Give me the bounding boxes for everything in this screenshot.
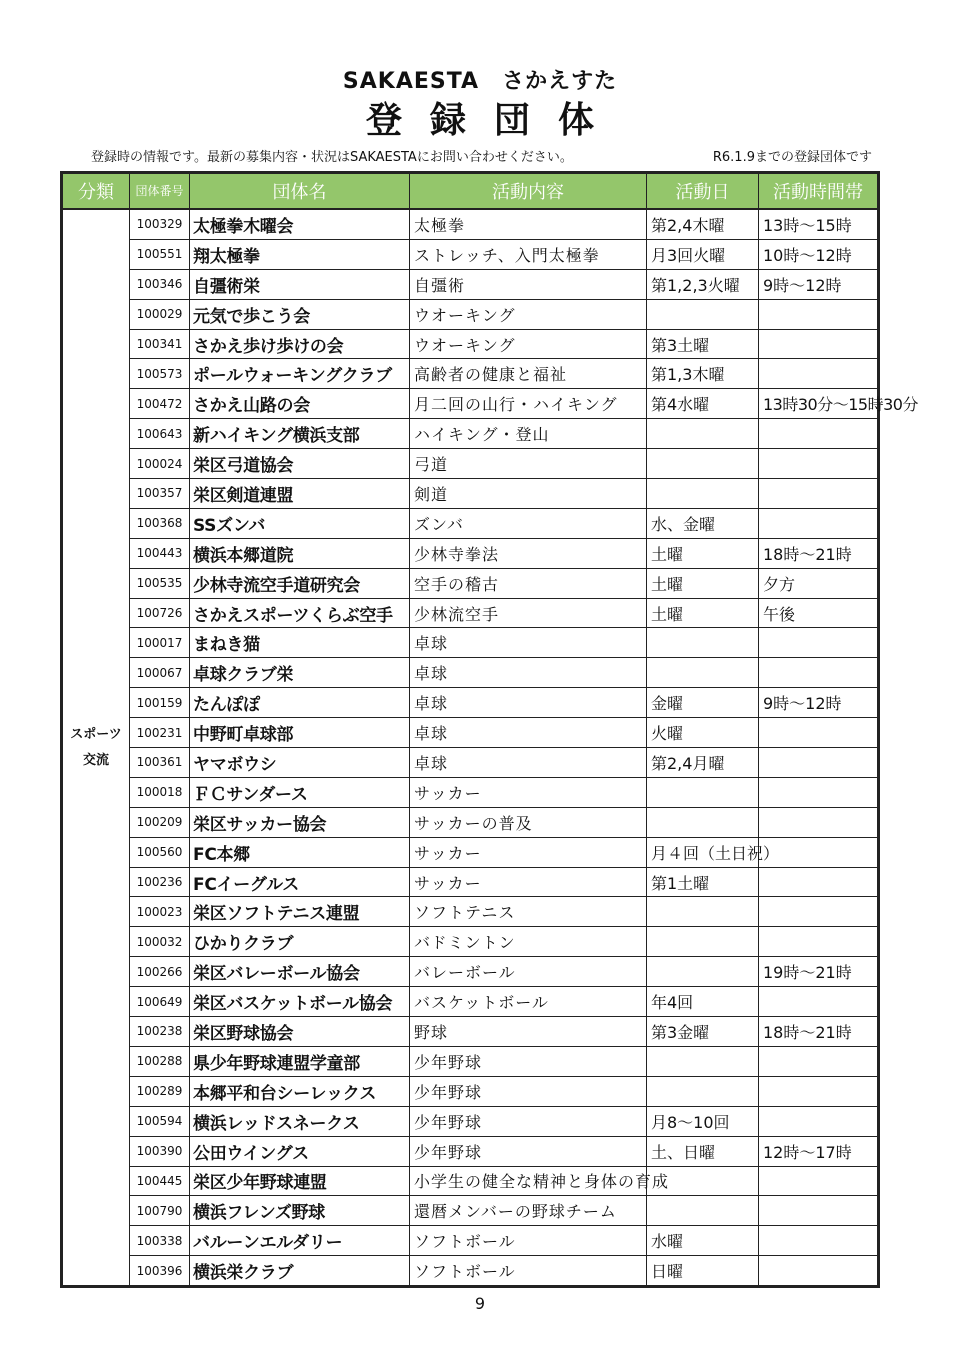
- table-row: [62, 777, 879, 807]
- group-name-cell: SSズンバ: [190, 508, 410, 538]
- time-cell: [759, 807, 879, 837]
- activity-cell: 高齢者の健康と福祉: [410, 359, 647, 389]
- info-note: 登録時の情報です。最新の募集内容・状況はSAKAESTAにお問い合わせください。: [91, 150, 573, 165]
- group-name-cell: 横浜レッドスネークス: [190, 1106, 410, 1136]
- table-row: [62, 927, 879, 957]
- header-day: 活動日: [647, 173, 759, 210]
- group-id-cell: 100236: [130, 867, 190, 897]
- table-row: [62, 748, 879, 778]
- table-row: [62, 1106, 879, 1136]
- group-id-cell: 100726: [130, 598, 190, 628]
- group-name-cell: 翔太極拳: [190, 239, 410, 269]
- group-id-cell: 100023: [130, 897, 190, 927]
- day-cell: 日曜: [647, 1256, 759, 1287]
- page-title: 登録団体: [365, 100, 622, 141]
- activity-cell: 野球: [410, 1017, 647, 1047]
- group-name-cell: 栄区サッカー協会: [190, 807, 410, 837]
- time-cell: [759, 1046, 879, 1076]
- table-row: [62, 508, 879, 538]
- group-name-cell: ひかりクラブ: [190, 927, 410, 957]
- group-name-cell: 栄区少年野球連盟: [190, 1166, 410, 1196]
- group-name-cell: FC本郷: [190, 837, 410, 867]
- table-row: [62, 479, 879, 509]
- group-id-cell: 100649: [130, 987, 190, 1017]
- day-cell: [647, 658, 759, 688]
- group-name-cell: 太極拳木曜会: [190, 209, 410, 239]
- date-note: R6.1.9までの登録団体です: [712, 150, 872, 165]
- group-name-cell: 自彊術栄: [190, 269, 410, 299]
- group-name-cell: 栄区野球協会: [190, 1017, 410, 1047]
- time-cell: [759, 449, 879, 479]
- group-id-cell: 100472: [130, 389, 190, 419]
- day-cell: 第4水曜: [647, 389, 759, 419]
- activity-cell: 剣道: [410, 479, 647, 509]
- group-id-cell: 100032: [130, 927, 190, 957]
- table-row: [62, 299, 879, 329]
- group-id-cell: 100361: [130, 748, 190, 778]
- table-row: [62, 1076, 879, 1106]
- time-cell: 18時～21時: [759, 538, 879, 568]
- time-cell: 9時～12時: [759, 269, 879, 299]
- table-row: [62, 419, 879, 449]
- table-row: [62, 628, 879, 658]
- group-id-cell: 100390: [130, 1136, 190, 1166]
- time-cell: 13時～15時: [759, 209, 879, 239]
- activity-cell: 空手の稽古: [410, 568, 647, 598]
- activity-cell: ストレッチ、入門太極拳: [410, 239, 647, 269]
- activity-cell: 少年野球: [410, 1106, 647, 1136]
- activity-cell: 卓球: [410, 628, 647, 658]
- group-name-cell: さかえスポーツくらぶ空手: [190, 598, 410, 628]
- day-cell: 年4回: [647, 987, 759, 1017]
- day-cell: 月４回（土日祝）: [647, 837, 759, 867]
- header-time: 活動時間帯: [759, 173, 879, 210]
- day-cell: 土曜: [647, 568, 759, 598]
- activity-cell: 自彊術: [410, 269, 647, 299]
- group-id-cell: 100029: [130, 299, 190, 329]
- group-id-cell: 100024: [130, 449, 190, 479]
- time-cell: [759, 1226, 879, 1256]
- activity-cell: 少年野球: [410, 1046, 647, 1076]
- day-cell: 第3金曜: [647, 1017, 759, 1047]
- day-cell: 月8～10回: [647, 1106, 759, 1136]
- page-number: 9: [474, 1294, 486, 1313]
- group-name-cell: ヤマボウシ: [190, 748, 410, 778]
- group-id-cell: 100790: [130, 1196, 190, 1226]
- table-row: [62, 449, 879, 479]
- time-cell: 18時～21時: [759, 1017, 879, 1047]
- table-row: [62, 1166, 879, 1196]
- time-cell: 午後: [759, 598, 879, 628]
- group-name-cell: 栄区剣道連盟: [190, 479, 410, 509]
- activity-cell: 月二回の山行・ハイキング: [410, 389, 647, 419]
- table-row: [62, 568, 879, 598]
- table-row: [62, 1226, 879, 1256]
- day-cell: [647, 628, 759, 658]
- table-row: [62, 807, 879, 837]
- category-cell: スポーツ交流: [62, 209, 130, 1287]
- table-row: [62, 867, 879, 897]
- table-row: [62, 658, 879, 688]
- time-cell: [759, 718, 879, 748]
- table-row: [62, 269, 879, 299]
- group-name-cell: バルーンエルダリー: [190, 1226, 410, 1256]
- day-cell: [647, 897, 759, 927]
- day-cell: 第2,4木曜: [647, 209, 759, 239]
- group-name-cell: 卓球クラブ栄: [190, 658, 410, 688]
- day-cell: 土曜: [647, 538, 759, 568]
- activity-cell: サッカーの普及: [410, 807, 647, 837]
- time-cell: [759, 1076, 879, 1106]
- group-id-cell: 100445: [130, 1166, 190, 1196]
- group-id-cell: 100288: [130, 1046, 190, 1076]
- day-cell: 第1土曜: [647, 867, 759, 897]
- title-en: SAKAESTA さかえすた: [342, 69, 618, 94]
- time-cell: [759, 1166, 879, 1196]
- group-id-cell: 100551: [130, 239, 190, 269]
- group-id-cell: 100338: [130, 1226, 190, 1256]
- group-name-cell: 栄区ソフトテニス連盟: [190, 897, 410, 927]
- header-id: 団体番号: [130, 173, 190, 210]
- day-cell: 土曜: [647, 598, 759, 628]
- group-id-cell: 100341: [130, 329, 190, 359]
- activity-cell: 還暦メンバーの野球チーム: [410, 1196, 647, 1226]
- group-id-cell: 100159: [130, 688, 190, 718]
- day-cell: 土、日曜: [647, 1136, 759, 1166]
- day-cell: [647, 419, 759, 449]
- day-cell: 第2,4月曜: [647, 748, 759, 778]
- time-cell: [759, 1106, 879, 1136]
- group-id-cell: 100018: [130, 777, 190, 807]
- group-id-cell: 100535: [130, 568, 190, 598]
- table-row: [62, 329, 879, 359]
- time-cell: [759, 777, 879, 807]
- group-name-cell: さかえ歩け歩けの会: [190, 329, 410, 359]
- group-id-cell: 100329: [130, 209, 190, 239]
- activity-cell: ソフトボール: [410, 1256, 647, 1287]
- table-row: [62, 957, 879, 987]
- activity-cell: 卓球: [410, 718, 647, 748]
- table-row: [62, 1046, 879, 1076]
- group-id-cell: 100289: [130, 1076, 190, 1106]
- day-cell: [647, 1046, 759, 1076]
- table-row: [62, 359, 879, 389]
- time-cell: [759, 508, 879, 538]
- activity-cell: 少林流空手: [410, 598, 647, 628]
- activity-cell: ウオーキング: [410, 299, 647, 329]
- activity-cell: 弓道: [410, 449, 647, 479]
- group-id-cell: 100573: [130, 359, 190, 389]
- table-row: [62, 688, 879, 718]
- activity-cell: バスケットボール: [410, 987, 647, 1017]
- table-row: [62, 897, 879, 927]
- time-cell: [759, 419, 879, 449]
- time-cell: [759, 359, 879, 389]
- group-name-cell: 栄区バスケットボール協会: [190, 987, 410, 1017]
- time-cell: [759, 1196, 879, 1226]
- group-name-cell: 新ハイキング横浜支部: [190, 419, 410, 449]
- group-id-cell: 100266: [130, 957, 190, 987]
- activity-cell: ハイキング・登山: [410, 419, 647, 449]
- activity-cell: 卓球: [410, 658, 647, 688]
- activity-cell: ソフトボール: [410, 1226, 647, 1256]
- header-category: 分類: [62, 173, 130, 210]
- time-cell: [759, 658, 879, 688]
- table-body: [62, 209, 918, 1287]
- day-cell: [647, 777, 759, 807]
- group-name-cell: 県少年野球連盟学童部: [190, 1046, 410, 1076]
- time-cell: [759, 628, 879, 658]
- activity-cell: 少林寺拳法: [410, 538, 647, 568]
- group-name-cell: 少林寺流空手道研究会: [190, 568, 410, 598]
- day-cell: [647, 1076, 759, 1106]
- time-cell: 13時30分～15時30分: [759, 389, 879, 419]
- day-cell: [647, 957, 759, 987]
- day-cell: 火曜: [647, 718, 759, 748]
- table-row: [62, 987, 879, 1017]
- time-cell: 10時～12時: [759, 239, 879, 269]
- table-row: [62, 239, 879, 269]
- group-id-cell: 100017: [130, 628, 190, 658]
- table-row: [62, 1017, 879, 1047]
- group-id-cell: 100357: [130, 479, 190, 509]
- day-cell: [647, 479, 759, 509]
- day-cell: 月3回火曜: [647, 239, 759, 269]
- group-name-cell: 元気で歩こう会: [190, 299, 410, 329]
- time-cell: [759, 748, 879, 778]
- group-name-cell: 公田ウイングス: [190, 1136, 410, 1166]
- group-name-cell: 本郷平和台シーレックス: [190, 1076, 410, 1106]
- activity-cell: バレーボール: [410, 957, 647, 987]
- group-id-cell: 100346: [130, 269, 190, 299]
- group-id-cell: 100231: [130, 718, 190, 748]
- activity-cell: 卓球: [410, 748, 647, 778]
- group-name-cell: 中野町卓球部: [190, 718, 410, 748]
- group-name-cell: 栄区弓道協会: [190, 449, 410, 479]
- table-row: [62, 598, 879, 628]
- table-row: [62, 718, 879, 748]
- group-name-cell: たんぽぽ: [190, 688, 410, 718]
- day-cell: 金曜: [647, 688, 759, 718]
- group-id-cell: 100643: [130, 419, 190, 449]
- group-name-cell: 栄区バレーボール協会: [190, 957, 410, 987]
- group-id-cell: 100209: [130, 807, 190, 837]
- registered-groups-table: [60, 171, 918, 1288]
- day-cell: 第1,2,3火曜: [647, 269, 759, 299]
- activity-cell: ソフトテニス: [410, 897, 647, 927]
- group-id-cell: 100594: [130, 1106, 190, 1136]
- table-header-row: [62, 173, 879, 210]
- group-name-cell: まねき猫: [190, 628, 410, 658]
- time-cell: [759, 479, 879, 509]
- time-cell: [759, 329, 879, 359]
- group-name-cell: さかえ山路の会: [190, 389, 410, 419]
- time-cell: 夕方: [759, 568, 879, 598]
- table-row: [62, 1196, 879, 1226]
- group-name-cell: 横浜本郷道院: [190, 538, 410, 568]
- header-activity: 活動内容: [410, 173, 647, 210]
- group-name-cell: FCイーグルス: [190, 867, 410, 897]
- activity-cell: ズンバ: [410, 508, 647, 538]
- day-cell: 第3土曜: [647, 329, 759, 359]
- group-id-cell: 100560: [130, 837, 190, 867]
- activity-cell: バドミントン: [410, 927, 647, 957]
- time-cell: 19時～21時: [759, 957, 879, 987]
- group-id-cell: 100238: [130, 1017, 190, 1047]
- table-row: [62, 389, 879, 419]
- time-cell: [759, 299, 879, 329]
- day-cell: 第1,3木曜: [647, 359, 759, 389]
- activity-cell: 少年野球: [410, 1136, 647, 1166]
- time-cell: [759, 897, 879, 927]
- group-name-cell: 横浜栄クラブ: [190, 1256, 410, 1287]
- group-id-cell: 100443: [130, 538, 190, 568]
- table-row: [62, 538, 879, 568]
- time-cell: [759, 987, 879, 1017]
- group-name-cell: ＦＣサンダース: [190, 777, 410, 807]
- time-cell: 9時～12時: [759, 688, 879, 718]
- time-cell: 12時～17時: [759, 1136, 879, 1166]
- day-cell: [647, 1196, 759, 1226]
- day-cell: 水、金曜: [647, 508, 759, 538]
- table-row: [62, 1136, 879, 1166]
- group-id-cell: 100396: [130, 1256, 190, 1287]
- activity-cell: サッカー: [410, 837, 647, 867]
- activity-cell: サッカー: [410, 867, 647, 897]
- time-cell: [759, 867, 879, 897]
- day-cell: [647, 299, 759, 329]
- group-name-cell: ポールウォーキングクラブ: [190, 359, 410, 389]
- table-row: [62, 209, 879, 239]
- activity-cell: サッカー: [410, 777, 647, 807]
- group-id-cell: 100368: [130, 508, 190, 538]
- activity-cell: 小学生の健全な精神と身体の育成: [410, 1166, 647, 1196]
- time-cell: [759, 1256, 879, 1287]
- table-row: [62, 1256, 879, 1287]
- day-cell: [647, 449, 759, 479]
- activity-cell: 卓球: [410, 688, 647, 718]
- table-row: [62, 837, 879, 867]
- day-cell: [647, 807, 759, 837]
- header-name: 団体名: [190, 173, 410, 210]
- activity-cell: 太極拳: [410, 209, 647, 239]
- day-cell: 水曜: [647, 1226, 759, 1256]
- activity-cell: 少年野球: [410, 1076, 647, 1106]
- group-name-cell: 横浜フレンズ野球: [190, 1196, 410, 1226]
- group-id-cell: 100067: [130, 658, 190, 688]
- time-cell: [759, 927, 879, 957]
- activity-cell: ウオーキング: [410, 329, 647, 359]
- day-cell: [647, 927, 759, 957]
